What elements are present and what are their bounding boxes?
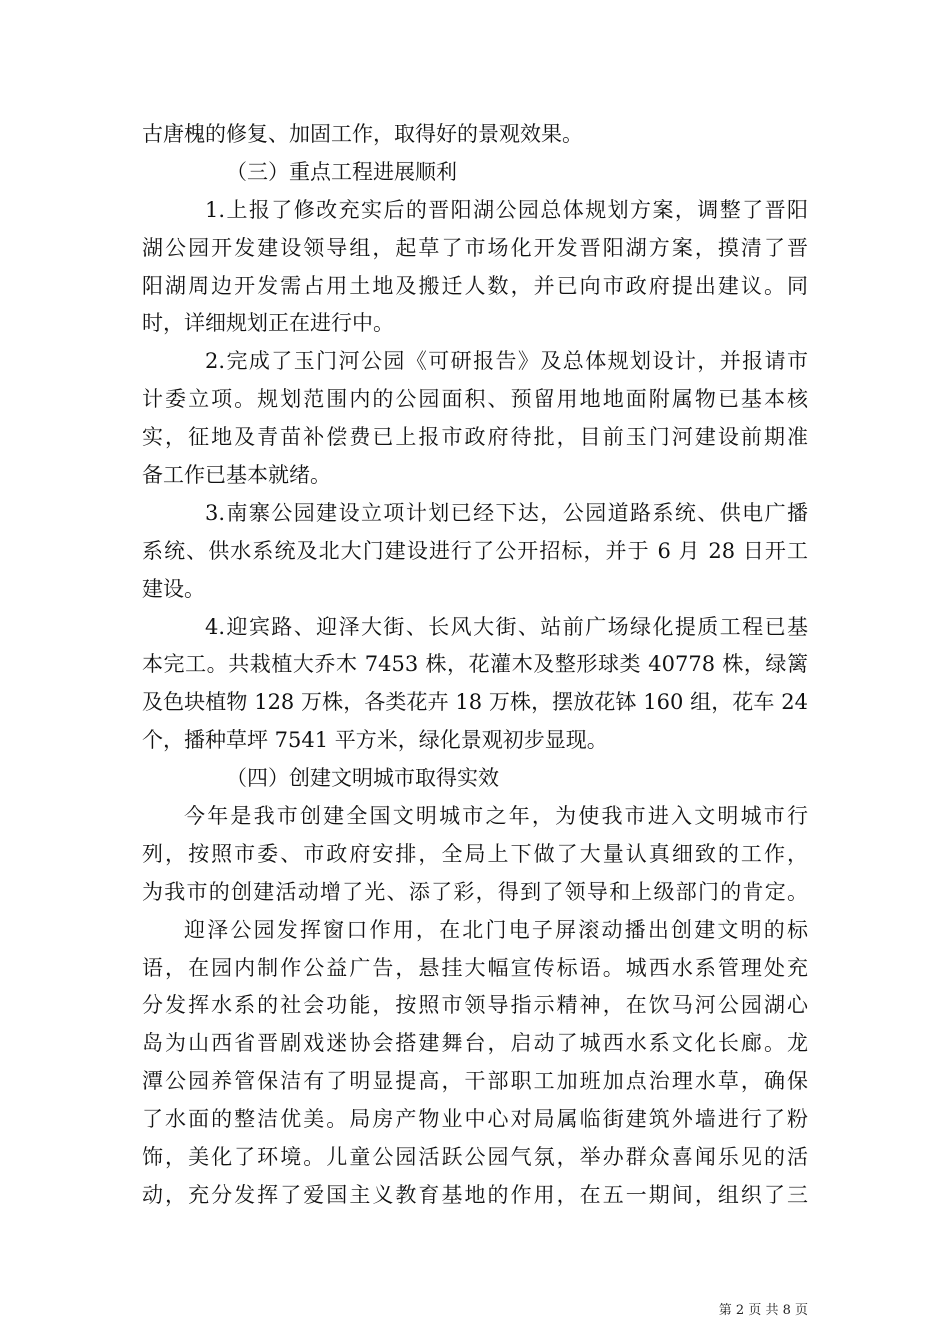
text-line: 饰，美化了环境。儿童公园活跃公园气氛，举办群众喜闻乐见的活	[142, 1145, 808, 1170]
text-line: 动，充分发挥了爱国主义教育基地的作用，在五一期间，组织了三	[142, 1182, 808, 1207]
text-line: 语，在园内制作公益广告，悬挂大幅宣传标语。城西水系管理处充	[142, 955, 808, 980]
text-line: 分发挥水系的社会功能，按照市领导指示精神，在饮马河公园湖心	[142, 993, 808, 1018]
text-line: 了水面的整洁优美。局房产物业中心对局属临街建筑外墙进行了粉	[142, 1107, 808, 1132]
page-number: 第 2 页 共 8 页	[718, 1303, 808, 1318]
text-line: 列，按照市委、市政府安排，全局上下做了大量认真细致的工作，	[142, 841, 808, 866]
text-line: （四）创建文明城市取得实效	[226, 766, 499, 791]
text-line: 岛为山西省晋剧戏迷协会搭建舞台，启动了城西水系文化长廊。龙	[142, 1031, 808, 1056]
text-line: 古唐槐的修复、加固工作，取得好的景观效果。	[142, 122, 583, 146]
text-line: 1.上报了修改充实后的晋阳湖公园总体规划方案，调整了晋阳	[205, 197, 808, 222]
text-line: 个，播种草坪 7541 平方米，绿化景观初步显现。	[142, 728, 608, 753]
text-line: 时，详细规划正在进行中。	[142, 311, 394, 336]
text-line: 系统、供水系统及北大门建设进行了公开招标，并于 6 月 28 日开工	[142, 538, 808, 563]
text-line: 湖公园开发建设领导组，起草了市场化开发晋阳湖方案，摸清了晋	[142, 235, 808, 260]
text-line: 2.完成了玉门河公园《可研报告》及总体规划设计，并报请市	[205, 349, 808, 374]
text-line: 本完工。共栽植大乔木 7453 株，花灌木及整形球类 40778 株，绿篱	[142, 652, 808, 677]
text-line: 3.南寨公园建设立项计划已经下达，公园道路系统、供电广播	[205, 500, 808, 525]
text-line: 今年是我市创建全国文明城市之年，为使我市进入文明城市行	[184, 804, 808, 829]
text-line: 及色块植物 128 万株，各类花卉 18 万株，摆放花钵 160 组，花车 24	[142, 690, 808, 715]
text-line: 4.迎宾路、迎泽大街、长风大街、站前广场绿化提质工程已基	[205, 614, 808, 639]
text-line: 计委立项。规划范围内的公园面积、预留用地地面附属物已基本核	[142, 387, 808, 412]
text-line: 为我市的创建活动增了光、添了彩，得到了领导和上级部门的肯定。	[142, 879, 808, 904]
text-line: 备工作已基本就绪。	[142, 463, 331, 488]
text-line: 潭公园养管保洁有了明显提高，干部职工加班加点治理水草，确保	[142, 1069, 808, 1094]
text-line: 建设。	[142, 576, 205, 601]
document-body	[142, 116, 808, 1215]
text-line: 阳湖周边开发需占用土地及搬迁人数，并已向市政府提出建议。同	[142, 273, 808, 298]
text-line: 实，征地及青苗补偿费已上报市政府待批，目前玉门河建设前期准	[142, 425, 808, 450]
text-line: 迎泽公园发挥窗口作用，在北门电子屏滚动播出创建文明的标	[184, 917, 808, 942]
text-line: （三）重点工程进展顺利	[226, 159, 457, 184]
